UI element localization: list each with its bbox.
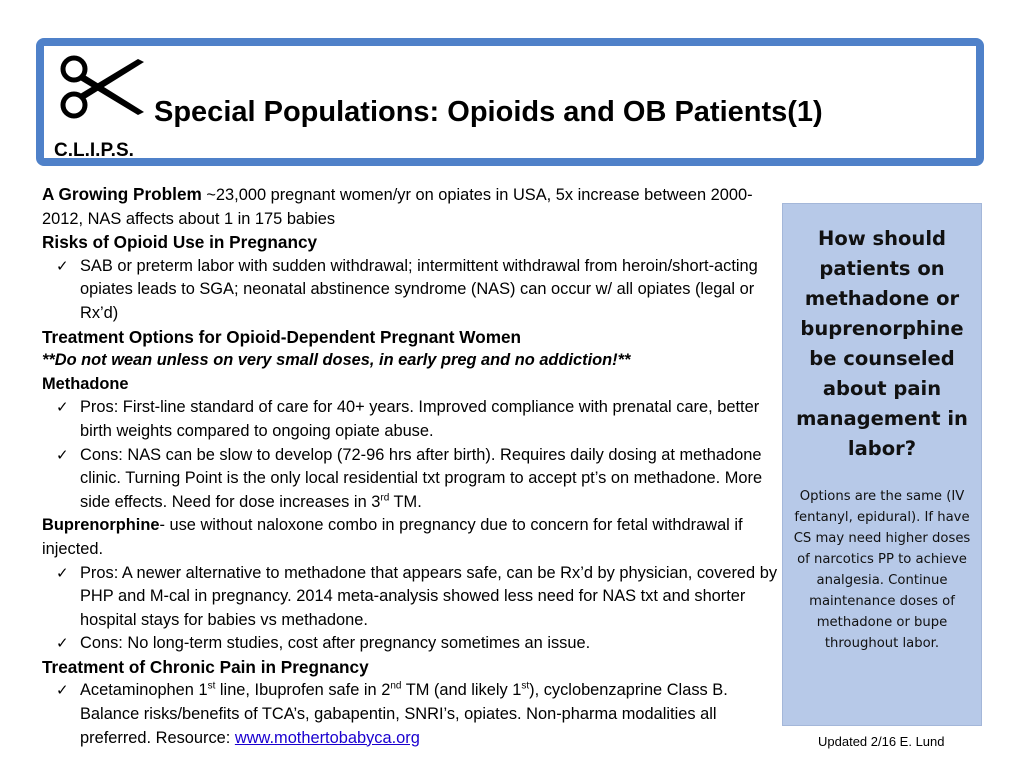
list-item: ✓ Pros: A newer alternative to methadone that appears safe, can be Rx’d by physician, covered by PHP and M-cal in pregnancy. 2014 meta-analysis showed less need for NAS txt and shorter hospital stays for babies vs methadone. — [56, 563, 778, 629]
growing-problem-text: ~23,000 pregnant women/yr on opiates in USA, 5x increase between 2000-2012, NAS affects about 1 in 175 babies — [42, 186, 753, 228]
list-item: ✓ SAB or preterm labor with sudden withdrawal; intermittent withdrawal from heroin/short-acting opiates leads to SGA; neonatal abstinence syndrome (NAS) can occur w/ all opiates (legal or Rx’d) — [56, 256, 758, 322]
resource-link[interactable]: www.mothertobabyca.org — [234, 728, 420, 747]
buprenorphine-paragraph — [42, 514, 782, 561]
chronic-pain-heading: Treatment of Chronic Pain in Pregnancy — [42, 656, 369, 677]
checkmark-icon: ✓ — [56, 635, 69, 653]
risks-heading: Risks of Opioid Use in Pregnancy — [42, 232, 318, 253]
sidebar-callout — [782, 203, 982, 726]
methadone-list — [42, 396, 782, 514]
list-item: ✓ Cons: No long-term studies, cost after pregnancy sometimes an issue. — [80, 632, 782, 656]
methadone-heading: Methadone — [42, 374, 129, 393]
scissors-icon — [58, 52, 148, 122]
list-item: ✓ Acetaminophen 1st line, Ibuprofen safe in 2nd TM (and likely 1st), cyclobenzaprine Class B. Balance risks/benefits of TCA’s, gabapentin, SNRI’s, opiates. Non-pharma modalities all preferred. Resource: www.mothertobabyca.org — [56, 681, 728, 747]
buprenorphine-text: - use without naloxone combo in pregnancy due to concern for fetal withdrawal if injected. — [42, 516, 743, 558]
checkmark-icon: ✓ — [56, 446, 69, 464]
updated-note: Updated 2/16 E. Lund — [818, 734, 945, 749]
buprenorphine-list — [42, 562, 782, 656]
warning-text: **Do not wean unless on very small doses, in early preg and no addiction!** — [42, 351, 631, 370]
treatment-heading: Treatment Options for Opioid-Dependent Pregnant Women — [42, 326, 522, 347]
main-content — [42, 183, 782, 750]
brand-label: C.L.I.P.S. — [54, 140, 134, 161]
checkmark-icon: ✓ — [56, 257, 69, 275]
checkmark-icon: ✓ — [56, 682, 69, 700]
chronic-pain-list — [42, 679, 782, 750]
buprenorphine-heading: Buprenorphine — [42, 516, 160, 535]
checkmark-icon: ✓ — [56, 564, 69, 582]
growing-problem-paragraph — [42, 183, 782, 231]
list-item: ✓ Pros: First-line standard of care for 40+ years. Improved compliance with prenatal care, better birth weights compared to ongoing opiate abuse. — [56, 398, 760, 440]
page-title: Special Populations: Opioids and OB Patients(1) — [154, 96, 823, 128]
sidebar-answer: Options are the same (IV fentanyl, epidural). If have CS may need higher doses of narcotics PP to achieve analgesia. Continue maintenance doses of methadone or bupe throughout labor. — [793, 489, 971, 651]
header-frame — [36, 38, 984, 166]
growing-problem-heading: A Growing Problem — [42, 184, 202, 204]
risks-list — [42, 255, 782, 326]
list-item: ✓ Cons: NAS can be slow to develop (72-96 hrs after birth). Requires daily dosing at methadone clinic. Turning Point is the only local residential txt program to accept pt’s on methadone. More side effects. Need for dose increases in 3rd TM. — [56, 445, 763, 511]
checkmark-icon: ✓ — [56, 399, 69, 417]
sidebar-question: How should patients on methadone or buprenorphine be counseled about pain management in labor? — [796, 227, 968, 460]
